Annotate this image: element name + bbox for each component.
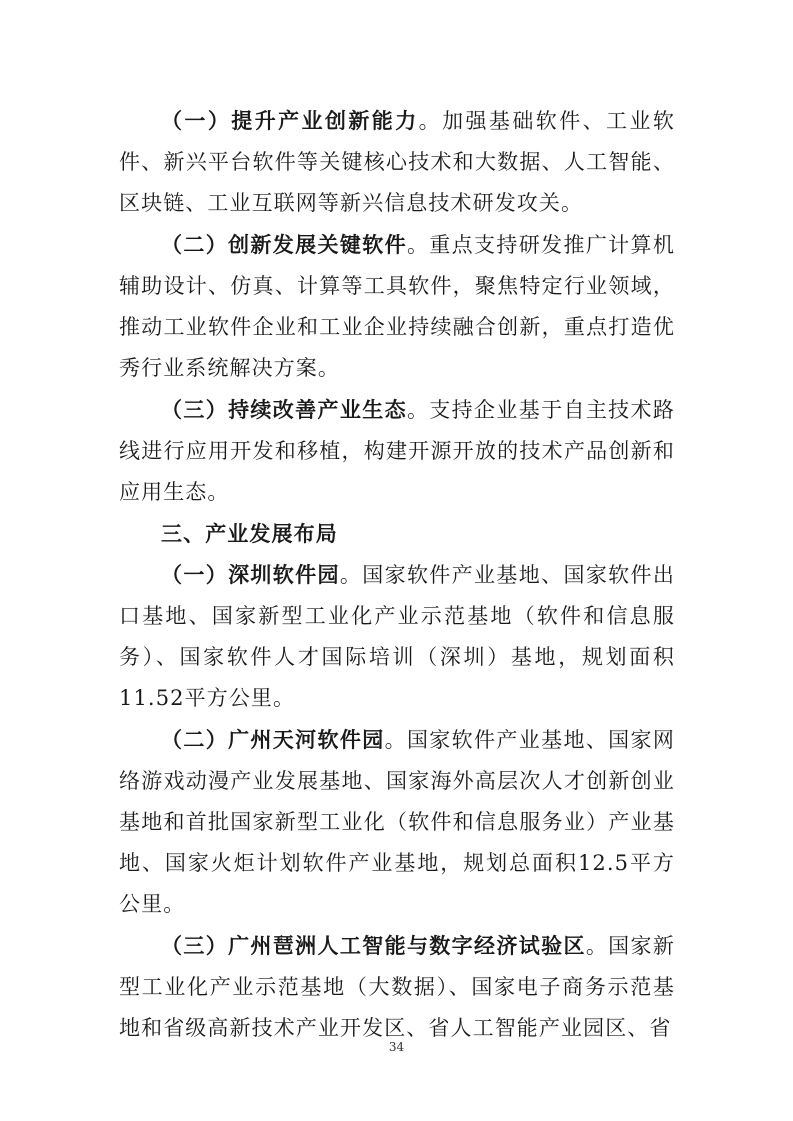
paragraph-lead: （三）广州琶洲人工智能与数字经济试验区: [161, 933, 586, 958]
paragraph-shenzhen-software-park: [119, 554, 675, 719]
paragraph-industry-ecosystem: [119, 389, 675, 513]
paragraph-lead: （二）广州天河软件园: [161, 727, 385, 752]
paragraph-key-software: [119, 224, 675, 389]
page-number: 34: [388, 1040, 405, 1054]
paragraph-lead: （一）深圳软件园: [161, 562, 340, 587]
paragraph-text: 。重点支持研发推广计算机辅助设计、仿真、计算等工具软件，聚焦特定行业领域，推动工业软件企业和工业企业持续融合创新，重点打造优秀行业系统解决方案。: [119, 233, 675, 380]
section-heading: 三、产业发展布局: [161, 521, 338, 546]
paragraph-text: 。国家软件产业基地、国家软件出口基地、国家新型工业化产业示范基地（软件和信息服务）、国家软件人才国际培训（深圳）基地，规划面积11.52平方公里。: [119, 563, 675, 710]
paragraph-pazhou-ai-zone: [119, 925, 675, 1049]
paragraph-tianhe-software-park: [119, 719, 675, 925]
paragraph-text: 。支持企业基于自主技术路线进行应用开发和移植，构建开源开放的技术产品创新和应用生态。: [119, 398, 675, 504]
paragraph-innovation-capacity: [119, 100, 675, 224]
paragraph-lead: （二）创新发展关键软件: [161, 232, 407, 257]
paragraph-lead: （一）提升产业创新能力: [161, 108, 419, 133]
paragraph-text: 。国家新型工业化产业示范基地（大数据）、国家电子商务示范基地和省级高新技术产业开发区、省人工智能产业园区、省: [119, 934, 675, 1040]
paragraph-text: 。国家软件产业基地、国家网络游戏动漫产业发展基地、国家海外高层次人才创新创业基地和首批国家新型工业化（软件和信息服务业）产业基地、国家火炬计划软件产业基地，规划总面积12.5平方公里。: [119, 728, 675, 916]
paragraph-lead: （三）持续改善产业生态: [161, 397, 407, 422]
document-body: [119, 100, 675, 1049]
paragraph-text: 。加强基础软件、工业软件、新兴平台软件等关键核心技术和大数据、人工智能、区块链、工业互联网等新兴信息技术研发攻关。: [119, 109, 675, 215]
